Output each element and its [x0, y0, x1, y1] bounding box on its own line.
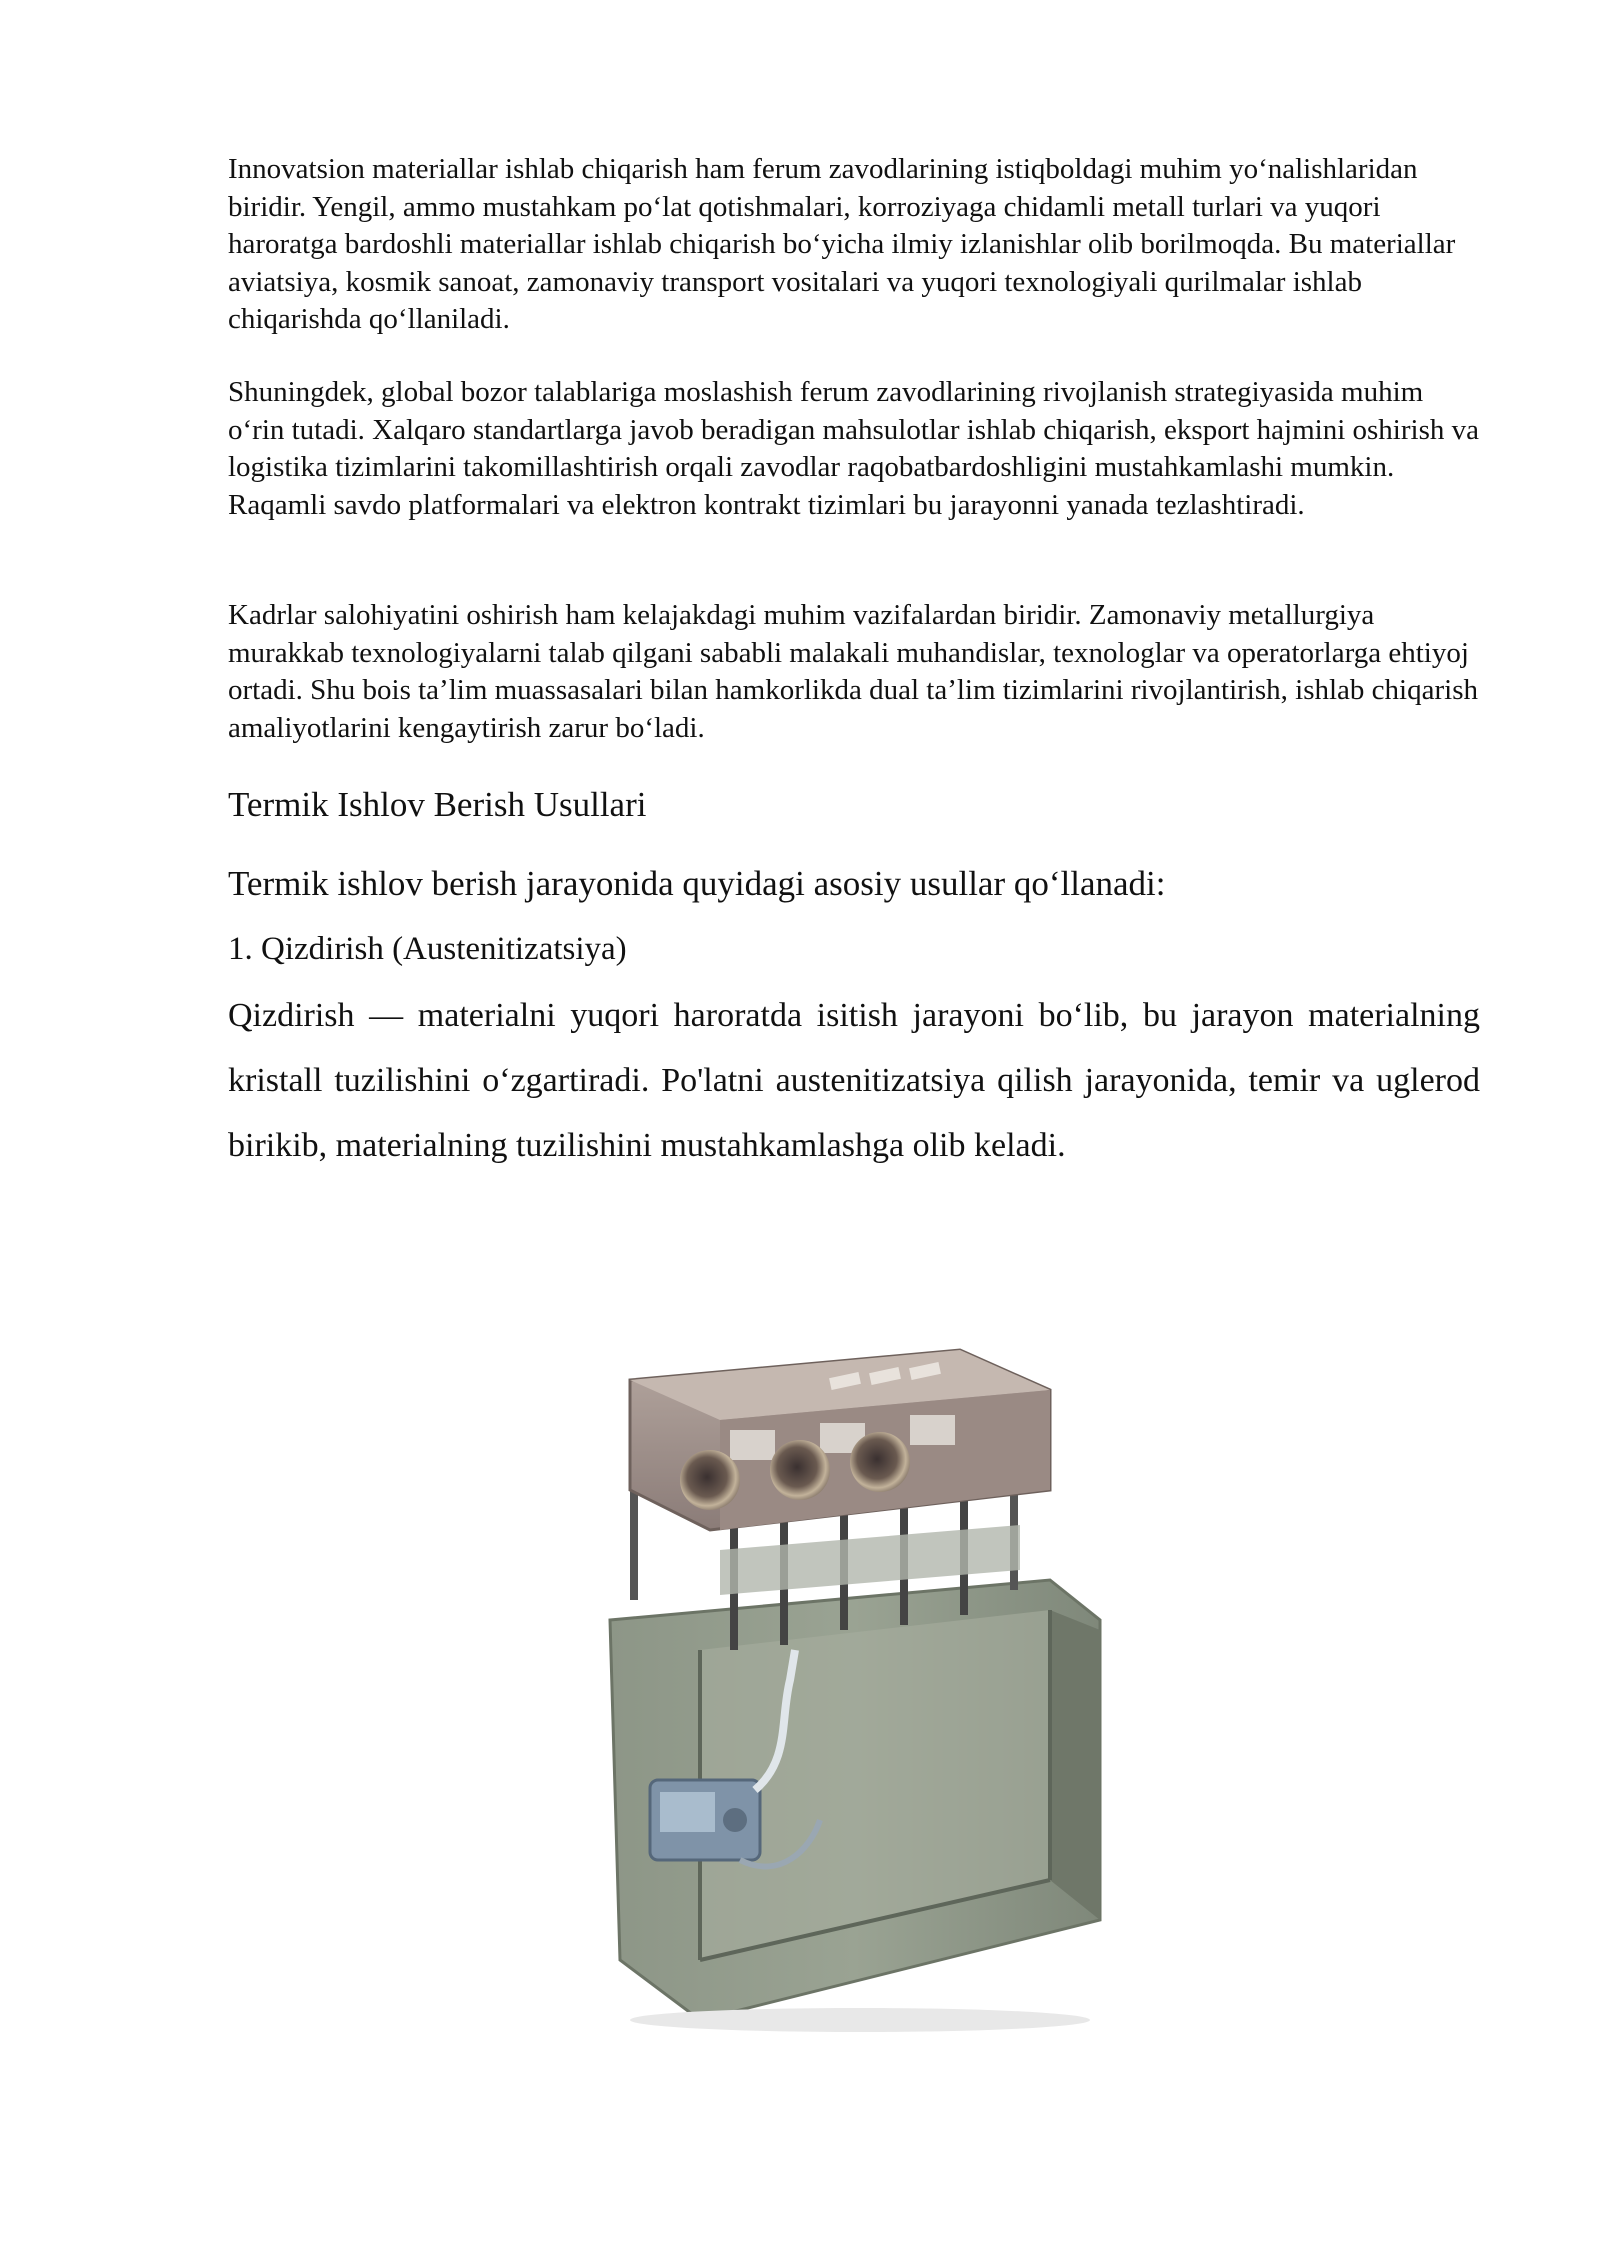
section-intro: Termik ishlov berish jarayonida quyidagi asosiy usullar qo‘llanadi: — [228, 864, 1166, 903]
subheading: 1. Qizdirish (Austenitizatsiya) — [228, 931, 627, 967]
section-heading: Termik Ishlov Berish Usullari — [228, 785, 647, 824]
paragraph-personnel: Kadrlar salohiyatini oshirish ham kelajakdagi muhim vazifalardan biridir. Zamonaviy metallurgiya murakkab texnologiyalarni talab qilgani sababli malakali muhandislar, texnologlar va operatorlarga ehtiyoj ortadi. Shu bois ta’lim muassasalari bilan hamkorlikda dual ta’lim tizimlarini rivojlantirish, ishlab chiqarish amaliyotlarini kengaytirish zarur bo‘ladi. — [228, 599, 1478, 744]
heat-treatment-furnace-icon — [580, 1320, 1140, 2040]
body-text: Qizdirish — materialni yuqori haroratda isitish jarayoni bo‘lib, bu jarayon materialning kristall tuzilishini o‘zgartiradi. Po'latni austenitizatsiya qilish jarayonida, temir va uglerod birikib, materialning tuzilishini mustahkamlashga olib keladi. — [228, 997, 1480, 1164]
furnace-photo — [580, 1320, 1140, 2040]
paragraph-innovative-materials: Innovatsion materiallar ishlab chiqarish ham ferum zavodlarining istiqboldagi muhim yo‘nalishlaridan biridir. Yengil, ammo mustahkam po‘lat qotishmalari, korroziyaga chidamli metall turlari va yuqori haroratga bardoshli materiallar ishlab chiqarish bo‘yicha ilmiy izlanishlar olib borilmoqda. Bu materiallar aviatsiya, kosmik sanoat, zamonaviy transport vositalari va yuqori texnologiyali qurilmalar ishlab chiqarishda qo‘llaniladi. — [228, 153, 1456, 335]
paragraph-global-market: Shuningdek, global bozor talablariga moslashish ferum zavodlarining rivojlanish strategiyasida muhim o‘rin tutadi. Xalqaro standartlarga javob beradigan mahsulotlar ishlab chiqarish, eksport hajmini oshirish va logistika tizimlarini takomillashtirish orqali zavodlar raqobatbardoshligini mustahkamlashi mumkin. Raqamli savdo platformalari va elektron kontrakt tizimlari bu jarayonni yanada tezlashtiradi. — [228, 376, 1479, 521]
